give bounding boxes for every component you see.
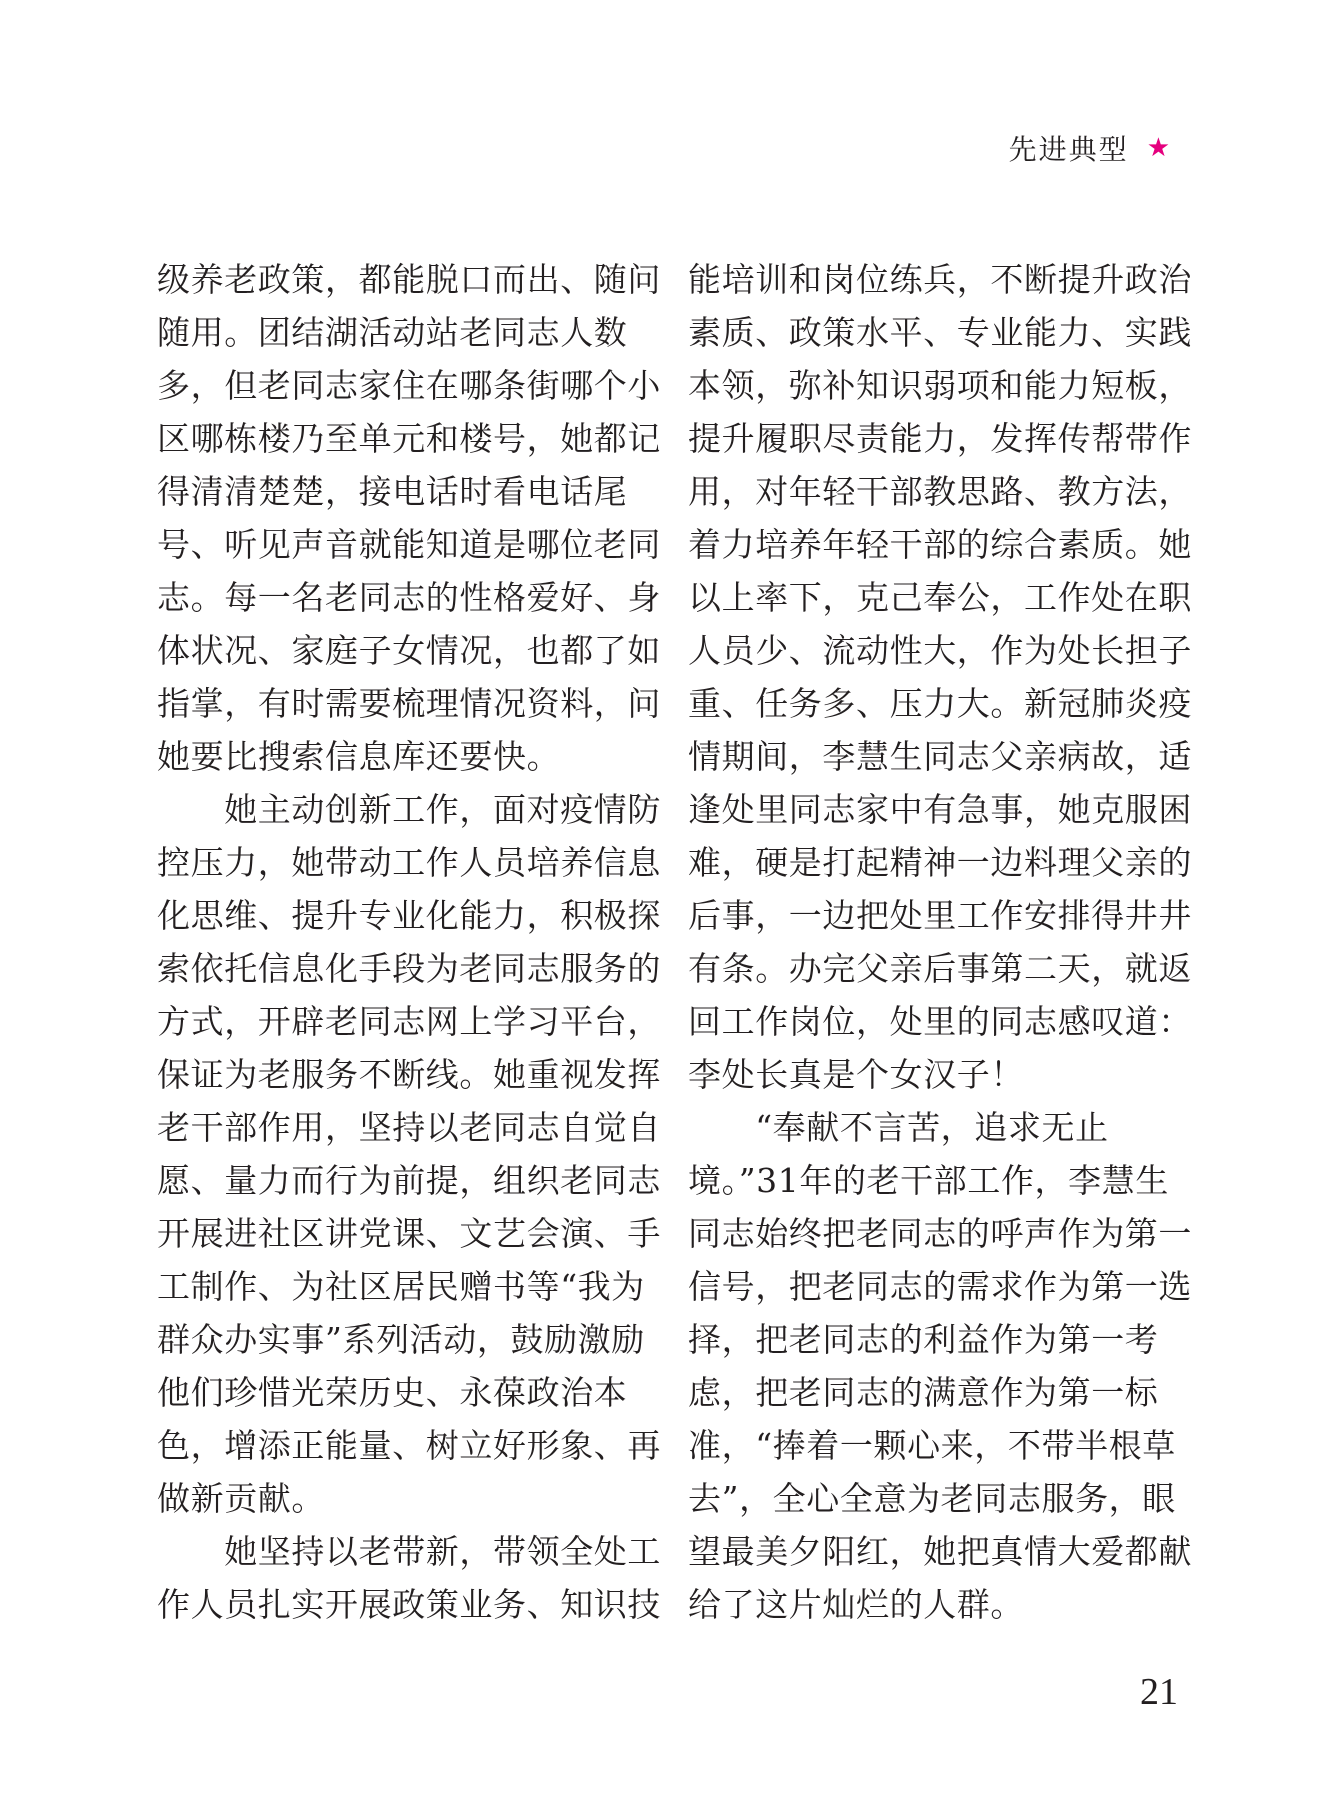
text-line: 她坚持以老带新，带领全处工 <box>157 1532 661 1571</box>
text-line: 级养老政策，都能脱口而出、随问 <box>157 260 661 299</box>
text-line: 本领，弥补知识弱项和能力短板， <box>688 366 1192 405</box>
text-line: 望最美夕阳红，她把真情大爱都献 <box>688 1532 1192 1571</box>
text-line: 准，“捧着一颗心来，不带半根草 <box>688 1426 1176 1465</box>
text-line: 愿、量力而行为前提，组织老同志 <box>157 1161 661 1200</box>
right-column <box>688 253 1192 1631</box>
text-line: 色，增添正能量、树立好形象、再 <box>157 1426 661 1465</box>
text-line: 信号，把老同志的需求作为第一选 <box>688 1267 1192 1306</box>
text-line: 得清清楚楚，接电话时看电话尾 <box>157 472 628 511</box>
text-line: 区哪栋楼乃至单元和楼号，她都记 <box>157 419 661 458</box>
text-line: 李处长真是个女汉子！ <box>688 1055 1024 1094</box>
text-line: 能培训和岗位练兵，不断提升政治 <box>688 260 1192 299</box>
text-line: 用，对年轻干部教思路、教方法， <box>688 472 1192 511</box>
text-line: 同志始终把老同志的呼声作为第一 <box>688 1214 1192 1253</box>
text-line: “奉献不言苦，追求无止 <box>688 1108 1109 1147</box>
text-line: 控压力，她带动工作人员培养信息 <box>157 843 661 882</box>
text-line: 她要比搜索信息库还要快。 <box>157 737 561 776</box>
text-line: 化思维、提升专业化能力，积极探 <box>157 896 661 935</box>
page-header <box>960 128 1170 168</box>
text-line: 做新贡献。 <box>157 1479 325 1518</box>
text-line: 情期间，李慧生同志父亲病故，适 <box>688 737 1192 776</box>
text-line: 着力培养年轻干部的综合素质。她 <box>688 525 1192 564</box>
text-line: 随用。团结湖活动站老同志人数 <box>157 313 628 352</box>
left-column <box>157 253 661 1631</box>
text-line: 回工作岗位，处里的同志感叹道： <box>688 1002 1192 1041</box>
text-line: 素质、政策水平、专业能力、实践 <box>688 313 1192 352</box>
text-line: 提升履职尽责能力，发挥传帮带作 <box>688 419 1192 458</box>
text-line: 群众办实事”系列活动，鼓励激励 <box>157 1320 645 1359</box>
text-line: 作人员扎实开展政策业务、知识技 <box>157 1585 661 1624</box>
text-line: 重、任务多、压力大。新冠肺炎疫 <box>688 684 1192 723</box>
body-text <box>157 253 661 1631</box>
text-line: 多，但老同志家住在哪条街哪个小 <box>157 366 661 405</box>
text-line: 虑，把老同志的满意作为第一标 <box>688 1373 1159 1412</box>
text-line: 索依托信息化手段为老同志服务的 <box>157 949 661 988</box>
text-line: 指掌，有时需要梳理情况资料，问 <box>157 684 661 723</box>
text-line: 逢处里同志家中有急事，她克服困 <box>688 790 1192 829</box>
text-line: 他们珍惜光荣历史、永葆政治本 <box>157 1373 628 1412</box>
text-line: 给了这片灿烂的人群。 <box>688 1585 1024 1624</box>
text-line: 工制作、为社区居民赠书等“我为 <box>157 1267 645 1306</box>
text-line: 难，硬是打起精神一边料理父亲的 <box>688 843 1192 882</box>
text-line: 方式，开辟老同志网上学习平台， <box>157 1002 661 1041</box>
text-line: 号、听见声音就能知道是哪位老同 <box>157 525 661 564</box>
text-line: 老干部作用，坚持以老同志自觉自 <box>157 1108 661 1147</box>
body-text <box>688 253 1192 1631</box>
text-line: 后事，一边把处里工作安排得井井 <box>688 896 1192 935</box>
text-line: 她主动创新工作，面对疫情防 <box>157 790 661 829</box>
text-line: 人员少、流动性大，作为处长担子 <box>688 631 1192 670</box>
section-title: 先进典型 <box>1008 133 1129 166</box>
text-line: 保证为老服务不断线。她重视发挥 <box>157 1055 661 1094</box>
text-line: 以上率下，克己奉公，工作处在职 <box>688 578 1192 617</box>
text-line: 有条。办完父亲后事第二天，就返 <box>688 949 1192 988</box>
page-number: 21 <box>1140 1671 1178 1713</box>
text-line: 开展进社区讲党课、文艺会演、手 <box>157 1214 661 1253</box>
star-icon: ★ <box>1146 133 1170 163</box>
text-line: 境。”31年的老干部工作，李慧生 <box>688 1161 1169 1200</box>
text-line: 志。每一名老同志的性格爱好、身 <box>157 578 661 617</box>
text-line: 体状况、家庭子女情况，也都了如 <box>157 631 661 670</box>
text-line: 择，把老同志的利益作为第一考 <box>688 1320 1159 1359</box>
text-line: 去”，全心全意为老同志服务，眼 <box>688 1479 1176 1518</box>
